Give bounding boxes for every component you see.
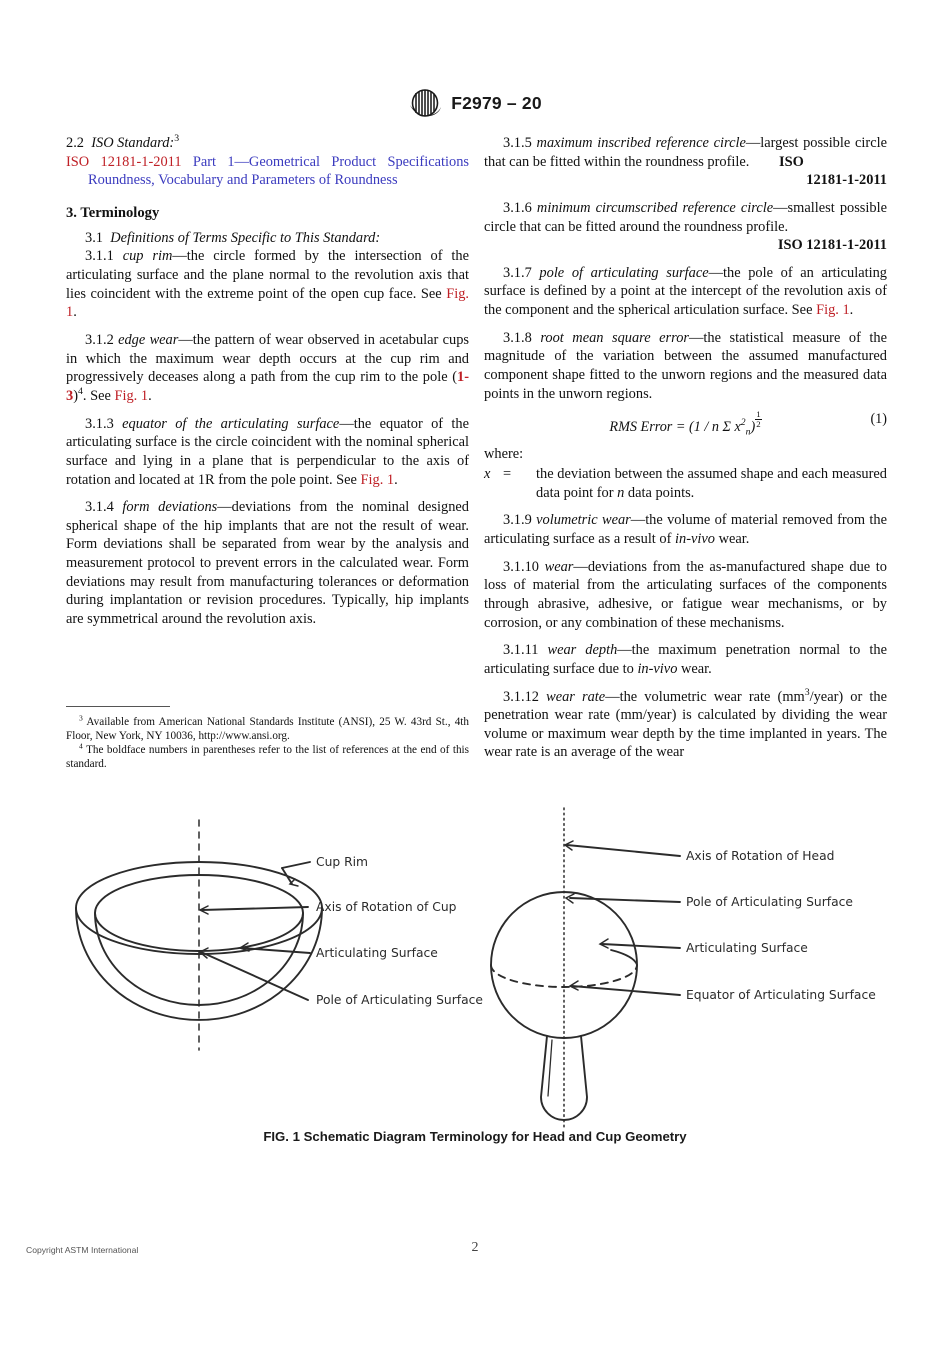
- iso-reference-entry[interactable]: [66, 153, 469, 190]
- figure-link-3[interactable]: Fig. 1: [360, 471, 395, 488]
- clause-3-1-2-body: —the pattern of wear observed in acetabular cups in which the maximum wear depth occurs at the cup rim and progressively deceases along a path from the cup rim to the pole: [66, 332, 469, 386]
- cup-rim-leader-line: [282, 868, 292, 884]
- clause-3-1-2-body-end: .: [148, 387, 152, 404]
- equation-frac-numerator: 1: [756, 409, 761, 420]
- head-label-articulating-surface: Articulating Surface: [686, 941, 808, 955]
- clause-3-1-1-body: —the circle formed by the intersection of the articulating surface and the plane normal to the revolution axis that lies coincident with the extreme point of the open cup face. See: [66, 248, 469, 302]
- equation-equals: =: [675, 419, 686, 436]
- cup-axis-leader-line: [202, 907, 308, 910]
- footnote-4: [66, 743, 469, 771]
- clause-3-1-9-italic-term: in-vivo: [675, 531, 715, 548]
- clause-3-1-5-number: 3.1.5: [503, 135, 532, 151]
- footnote-4-marker: 4: [79, 741, 83, 751]
- clause-3-1-8-term: root mean square error: [540, 329, 690, 346]
- clause-3-1-9-body: —the volume of material removed from the articulating surface as a result of: [484, 512, 887, 548]
- head-label-axis-of-rotation: Axis of Rotation of Head: [686, 849, 835, 863]
- iso-standard-heading-text: ISO Standard:: [91, 135, 175, 151]
- clause-3-1-5-body: —largest possible circle that can be fitted within the roundness profile.: [484, 135, 887, 170]
- equation-rhs-open: (1 / n Σ x: [689, 419, 741, 436]
- clause-3-1-4: [66, 498, 469, 628]
- clause-3-1-4-term: form deviations: [122, 499, 218, 516]
- footer-page-number: 2: [471, 1240, 479, 1255]
- clause-3-1-1-term: cup rim: [122, 248, 173, 265]
- iso-standard-heading-footnote-marker: 3: [174, 133, 180, 145]
- left-column: [66, 134, 469, 638]
- clause-3-1-11-number: 3.1.11: [503, 642, 539, 659]
- iso-standard-heading: [66, 134, 469, 153]
- clause-3-1-12-body: —the volumetric wear rate (mm: [605, 688, 805, 705]
- clause-3-1-5-citation-part2: 12181-1-2011: [806, 172, 887, 189]
- head-stem-inner-line: [548, 1040, 552, 1096]
- clause-3-1-10-number: 3.1.10: [503, 558, 539, 575]
- clause-3-1-6-number: 3.1.6: [503, 199, 532, 216]
- clause-3-1-7: [484, 264, 887, 320]
- reference-paren-open: (: [452, 369, 457, 386]
- equation-frac-denominator: 2: [756, 419, 761, 430]
- clause-3-1-10-term: wear: [544, 558, 574, 575]
- clause-3-1-11-body-end: wear.: [677, 660, 712, 677]
- clause-3-1-text: Definitions of Terms Specific to This Standard:: [110, 229, 381, 246]
- clause-3-1-8-number: 3.1.8: [503, 329, 532, 346]
- clause-3-1-1-number: 3.1.1: [85, 248, 114, 265]
- head-axis-leader-line: [567, 845, 680, 856]
- cup-label-axis-of-rotation: Axis of Rotation of Cup: [316, 900, 457, 914]
- clause-3-1-9: [484, 511, 887, 548]
- astm-logo-icon: [408, 88, 442, 118]
- where-definition-text-end: data points.: [624, 484, 695, 501]
- clause-3-1-number: 3.1: [85, 229, 103, 246]
- clause-3-1-7-body-end: .: [849, 302, 854, 319]
- clause-3-1-7-body: —the pole of an articulating surface is defined by a point at the intercept of the revolution axis of the component and the spherical articulation surface. See: [484, 264, 887, 319]
- clause-3-1-6-body: —smallest possible circle that can be fitted around the roundness profile.: [484, 199, 887, 235]
- clause-3-1-3-body-end: .: [394, 471, 398, 488]
- clause-3-1-11-italic-term: in-vivo: [637, 660, 678, 677]
- footnotes-block: [66, 706, 469, 771]
- footnote-3-text: Available from American National Standards Institute (ANSI), 25 W. 43rd St., 4th Floor, New York, NY 10036, http://www.ansi.org.: [66, 716, 469, 743]
- iso-standard-heading-number: 2.2: [66, 135, 84, 151]
- clause-3-1-10: [484, 558, 887, 633]
- clause-3-1-10-body: —deviations from the as-manufactured shape due to loss of material from the articulating surfaces of the components through abrasive, adhesive, or fatigue wear mechanisms, or by corrosion, or any combination of these mechanisms.: [484, 558, 887, 631]
- head-equator-solid-arc: [611, 950, 637, 965]
- page-header: [0, 88, 950, 118]
- equation-exponent: 2: [740, 417, 746, 429]
- equation-number: (1): [870, 411, 887, 428]
- equation-subscript: n: [745, 426, 751, 438]
- clause-3-1-6: [484, 199, 887, 236]
- clause-3-1-11-body: —the maximum penetration normal to the articulating surface due to: [484, 642, 887, 677]
- clause-3-1-1: [66, 247, 469, 322]
- footer-copyright: Copyright ASTM International: [26, 1245, 139, 1255]
- clause-3-1-6-term: minimum circumscribed reference circle: [536, 199, 774, 216]
- clause-3-1-9-body-end: wear.: [714, 531, 750, 548]
- clause-3-1-8-body: —the statistical measure of the magnitude of the variation between the assumed manufactured component shape fitted to the unworn regions and the measured data points in the unworn regions.: [484, 329, 887, 402]
- clause-3-1-6-citation: ISO 12181-1-2011: [777, 237, 887, 254]
- figure-link-1[interactable]: Fig. 1: [66, 285, 469, 321]
- iso-reference-id[interactable]: ISO 12181-1-2011: [66, 153, 182, 170]
- equation-half-exponent: [755, 410, 761, 429]
- footnote-3: [66, 715, 469, 743]
- head-label-equator: Equator of Articulating Surface: [686, 988, 876, 1002]
- clause-3-1-3-number: 3.1.3: [85, 415, 114, 432]
- footnote-4-text: The boldface numbers in parentheses refer to the list of references at the end of this standard.: [66, 744, 469, 771]
- clause-3-1-12-body-end: /year) or the penetration wear rate (mm/year) is calculated by dividing the wear volume or maximum wear depth by the time implanted in years. The wear rate is an average of the wear: [484, 688, 887, 761]
- footnote-separator-rule: [66, 706, 170, 707]
- clause-3-1-11-term: wear depth: [547, 642, 618, 659]
- equation-1: [484, 410, 887, 436]
- cup-pole-leader-line: [201, 952, 308, 1000]
- where-definition-n: n: [617, 484, 625, 501]
- page-title: F2979 – 20: [451, 92, 542, 113]
- right-column: [484, 134, 887, 771]
- clause-3-1-3-body: —the equator of the articulating surface is the circle coincident with the nominal spherical surface and lying in a plane that is perpendicular to the axis of rotation and located at 1R from the pole point. See: [66, 415, 469, 488]
- head-label-pole: Pole of Articulating Surface: [686, 895, 853, 909]
- clause-3-1-8: [484, 329, 887, 404]
- where-label: where:: [484, 446, 524, 463]
- head-equator-leader-line: [572, 986, 680, 995]
- figure-1: [0, 800, 950, 1160]
- clause-3-1-1-body-end: .: [73, 304, 77, 321]
- clause-3-1-4-body: —deviations from the nominal designed spherical shape of the hip implants that are not the result of wear. Form deviations shall be separated from wear by the analysis and measurement protocol to prevent errors in the calculated wear. Form deviations may result from manufacturing tolerances or deformation during implantation or revision procedures. Typically, hip implants are symmetrical around the revolution axis.: [66, 499, 469, 627]
- clause-3-1-12-number: 3.1.12: [503, 688, 539, 705]
- clause-3-1-7-term: pole of articulating surface: [539, 264, 709, 281]
- equation-rhs-close: ): [750, 419, 756, 436]
- figure-1-caption: FIG. 1 Schematic Diagram Terminology for Head and Cup Geometry: [263, 1129, 687, 1144]
- where-symbol-x: x: [484, 466, 491, 483]
- equation-lhs: RMS Error: [609, 419, 673, 436]
- clause-3-1-2: [66, 331, 469, 406]
- clause-3-1-11: [484, 641, 887, 678]
- cup-rim-leader-line-2: [282, 862, 310, 868]
- clause-3-1: [66, 229, 469, 248]
- clause-3-1-12-exponent: 3: [804, 686, 810, 698]
- reference-link-1-3[interactable]: 1-3: [66, 369, 469, 404]
- clause-3-1-3: [66, 415, 469, 490]
- clause-3-1-5: [484, 134, 887, 171]
- clause-3-1-9-number: 3.1.9: [503, 512, 532, 529]
- cup-label-cup-rim: Cup Rim: [316, 855, 369, 869]
- cup-label-pole: Pole of Articulating Surface: [316, 993, 483, 1007]
- reference-paren-close: ): [73, 387, 78, 404]
- clause-3-1-7-number: 3.1.7: [503, 264, 532, 281]
- head-pole-leader-line: [570, 898, 680, 902]
- clause-3-1-2-number: 3.1.2: [85, 332, 114, 349]
- clause-3-1-12: [484, 688, 887, 763]
- clause-3-1-4-number: 3.1.4: [85, 499, 114, 516]
- terminology-section-heading: 3. Terminology: [66, 204, 160, 221]
- where-definition-x: [484, 465, 887, 502]
- footnote-3-marker: 3: [79, 713, 83, 723]
- clause-3-1-2-footnote-marker: 4: [78, 386, 83, 398]
- figure-link-2[interactable]: Fig. 1: [114, 387, 149, 404]
- cup-label-articulating-surface: Articulating Surface: [316, 946, 438, 960]
- clause-3-1-2-body-mid: . See: [82, 387, 115, 404]
- figure-link-4[interactable]: Fig. 1: [816, 302, 850, 319]
- iso-reference-title[interactable]: Part 1—Geometrical Product Specifications Roundness, Vocabulary and Parameters of Roundness: [88, 153, 469, 189]
- where-definition-text: the deviation between the assumed shape and each measured data point for: [536, 466, 887, 501]
- head-articulating-leader-line: [602, 944, 680, 948]
- clause-3-1-3-term: equator of the articulating surface: [122, 415, 340, 432]
- clause-3-1-9-term: volumetric wear: [536, 512, 631, 529]
- clause-3-1-5-term: maximum inscribed reference circle: [536, 135, 746, 151]
- where-equals: =: [503, 466, 512, 483]
- clause-3-1-5-citation-part1: ISO: [778, 153, 804, 170]
- clause-3-1-2-term: edge wear: [118, 332, 179, 349]
- clause-3-1-12-term: wear rate: [546, 688, 606, 705]
